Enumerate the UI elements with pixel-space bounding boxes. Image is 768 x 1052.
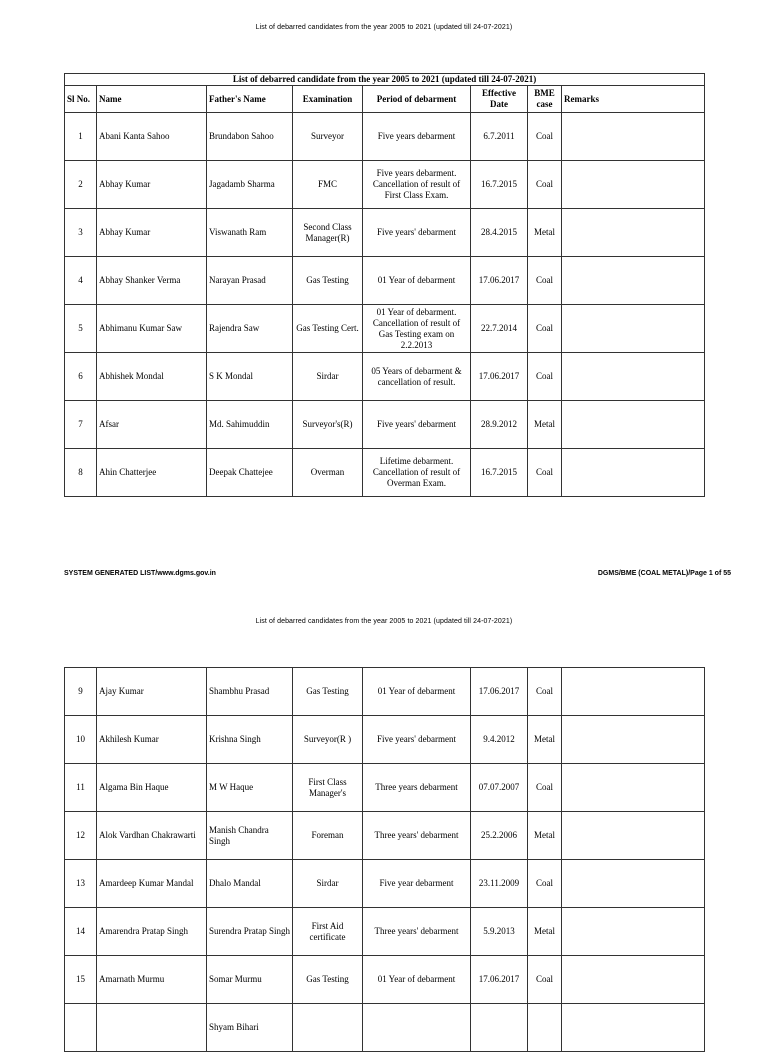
row-examination: Overman	[293, 449, 363, 497]
row-remarks	[562, 401, 705, 449]
row-remarks	[562, 113, 705, 161]
row-slno: 9	[65, 668, 97, 716]
table-row	[65, 956, 705, 1004]
row-examination: Sirdar	[293, 860, 363, 908]
row-name: Abhay Kumar	[97, 161, 207, 209]
row-slno: 7	[65, 401, 97, 449]
row-remarks	[562, 860, 705, 908]
col-header-bme-case: BME case	[528, 86, 562, 113]
row-examination: FMC	[293, 161, 363, 209]
col-header-effective-date: Effective Date	[471, 86, 528, 113]
table-row	[65, 716, 705, 764]
row-period: 01 Year of debarment	[363, 956, 471, 1004]
row-father-name: S K Mondal	[207, 353, 293, 401]
table-row	[65, 209, 705, 257]
row-bme-case: Metal	[528, 716, 562, 764]
row-father-name: Krishna Singh	[207, 716, 293, 764]
row-name: Abhimanu Kumar Saw	[97, 305, 207, 353]
row-father-name: Brundabon Sahoo	[207, 113, 293, 161]
row-slno: 2	[65, 161, 97, 209]
row-period: Five year debarment	[363, 860, 471, 908]
row-name: Abhay Kumar	[97, 209, 207, 257]
row-remarks	[562, 908, 705, 956]
row-father-name: Viswanath Ram	[207, 209, 293, 257]
row-examination	[293, 1004, 363, 1052]
row-name: Amarendra Pratap Singh	[97, 908, 207, 956]
row-slno: 3	[65, 209, 97, 257]
row-slno: 15	[65, 956, 97, 1004]
row-remarks	[562, 209, 705, 257]
table-row	[65, 908, 705, 956]
page1-rows	[65, 113, 705, 497]
row-father-name: Dhalo Mandal	[207, 860, 293, 908]
row-remarks	[562, 353, 705, 401]
row-slno: 14	[65, 908, 97, 956]
debarred-table-page2	[64, 667, 705, 1052]
row-examination: Gas Testing Cert.	[293, 305, 363, 353]
table-row	[65, 353, 705, 401]
row-slno	[65, 1004, 97, 1052]
row-effective-date: 17.06.2017	[471, 353, 528, 401]
row-effective-date: 5.9.2013	[471, 908, 528, 956]
row-examination: Surveyor's(R)	[293, 401, 363, 449]
table-row	[65, 449, 705, 497]
row-effective-date: 9.4.2012	[471, 716, 528, 764]
table-row	[65, 113, 705, 161]
row-bme-case: Metal	[528, 908, 562, 956]
row-slno: 13	[65, 860, 97, 908]
footer-source: SYSTEM GENERATED LIST/www.dgms.gov.in	[64, 570, 216, 577]
row-period: 05 Years of debarment & cancellation of result.	[363, 353, 471, 401]
row-period: Five years debarment	[363, 113, 471, 161]
row-slno: 12	[65, 812, 97, 860]
row-name	[97, 1004, 207, 1052]
row-period: Five years debarment. Cancellation of result of First Class Exam.	[363, 161, 471, 209]
row-examination: Sirdar	[293, 353, 363, 401]
row-father-name: M W Haque	[207, 764, 293, 812]
row-remarks	[562, 668, 705, 716]
col-header-remarks: Remarks	[562, 86, 705, 113]
row-bme-case: Coal	[528, 353, 562, 401]
row-effective-date: 22.7.2014	[471, 305, 528, 353]
row-period: Five years' debarment	[363, 716, 471, 764]
row-remarks	[562, 305, 705, 353]
row-father-name: Deepak Chattejee	[207, 449, 293, 497]
row-remarks	[562, 1004, 705, 1052]
row-effective-date	[471, 1004, 528, 1052]
row-examination: Gas Testing	[293, 257, 363, 305]
row-period	[363, 1004, 471, 1052]
row-slno: 11	[65, 764, 97, 812]
row-father-name: Narayan Prasad	[207, 257, 293, 305]
row-examination: First Aid certificate	[293, 908, 363, 956]
row-name: Abhishek Mondal	[97, 353, 207, 401]
row-bme-case: Coal	[528, 668, 562, 716]
row-bme-case: Coal	[528, 449, 562, 497]
row-bme-case: Metal	[528, 812, 562, 860]
row-name: Ajay Kumar	[97, 668, 207, 716]
page2-rows	[65, 668, 705, 1052]
row-name: Amardeep Kumar Mandal	[97, 860, 207, 908]
row-examination: Second Class Manager(R)	[293, 209, 363, 257]
row-bme-case: Coal	[528, 305, 562, 353]
row-father-name: Jagadamb Sharma	[207, 161, 293, 209]
row-father-name: Rajendra Saw	[207, 305, 293, 353]
row-name: Akhilesh Kumar	[97, 716, 207, 764]
row-period: 01 Year of debarment. Cancellation of result of Gas Testing exam on 2.2.2013	[363, 305, 471, 353]
row-father-name: Somar Murmu	[207, 956, 293, 1004]
row-period: Lifetime debarment. Cancellation of result of Overman Exam.	[363, 449, 471, 497]
row-effective-date: 28.9.2012	[471, 401, 528, 449]
row-remarks	[562, 764, 705, 812]
row-effective-date: 6.7.2011	[471, 113, 528, 161]
page1-header: List of debarred candidates from the year 2005 to 2021 (updated till 24-07-2021)	[255, 24, 513, 31]
row-bme-case: Coal	[528, 161, 562, 209]
row-name: Alok Vardhan Chakrawarti	[97, 812, 207, 860]
row-period: Three years' debarment	[363, 812, 471, 860]
row-bme-case	[528, 1004, 562, 1052]
row-period: Five years' debarment	[363, 401, 471, 449]
col-header-father-name: Father's Name	[207, 86, 293, 113]
row-period: Five years' debarment	[363, 209, 471, 257]
row-remarks	[562, 812, 705, 860]
row-father-name: Shyam Bihari	[207, 1004, 293, 1052]
row-slno: 8	[65, 449, 97, 497]
row-bme-case: Metal	[528, 209, 562, 257]
row-effective-date: 16.7.2015	[471, 161, 528, 209]
row-slno: 1	[65, 113, 97, 161]
row-effective-date: 23.11.2009	[471, 860, 528, 908]
row-slno: 4	[65, 257, 97, 305]
row-bme-case: Coal	[528, 956, 562, 1004]
row-bme-case: Metal	[528, 401, 562, 449]
row-effective-date: 17.06.2017	[471, 668, 528, 716]
row-name: Abhay Shanker Verma	[97, 257, 207, 305]
row-period: Three years' debarment	[363, 908, 471, 956]
debarred-table-page1	[64, 73, 705, 497]
row-effective-date: 16.7.2015	[471, 449, 528, 497]
row-effective-date: 17.06.2017	[471, 257, 528, 305]
row-examination: Foreman	[293, 812, 363, 860]
table-row	[65, 257, 705, 305]
row-father-name: Manish Chandra Singh	[207, 812, 293, 860]
row-period: 01 Year of debarment	[363, 257, 471, 305]
row-examination: Surveyor(R )	[293, 716, 363, 764]
row-slno: 5	[65, 305, 97, 353]
row-effective-date: 28.4.2015	[471, 209, 528, 257]
table-row	[65, 161, 705, 209]
table-row	[65, 668, 705, 716]
row-remarks	[562, 716, 705, 764]
row-name: Abani Kanta Sahoo	[97, 113, 207, 161]
row-examination: Gas Testing	[293, 668, 363, 716]
table-row	[65, 764, 705, 812]
table-row	[65, 860, 705, 908]
row-remarks	[562, 956, 705, 1004]
row-bme-case: Coal	[528, 860, 562, 908]
row-remarks	[562, 161, 705, 209]
footer-page-number: DGMS/BME (COAL METAL)/Page 1 of 55	[597, 570, 731, 577]
row-father-name: Surendra Pratap Singh	[207, 908, 293, 956]
table-row	[65, 812, 705, 860]
row-effective-date: 07.07.2007	[471, 764, 528, 812]
col-header-name: Name	[97, 86, 207, 113]
row-father-name: Md. Sahimuddin	[207, 401, 293, 449]
page2-header: List of debarred candidates from the year 2005 to 2021 (updated till 24-07-2021)	[255, 618, 513, 625]
row-period: Three years debarment	[363, 764, 471, 812]
row-slno: 10	[65, 716, 97, 764]
row-remarks	[562, 449, 705, 497]
row-name: Ahin Chatterjee	[97, 449, 207, 497]
row-examination: Surveyor	[293, 113, 363, 161]
row-bme-case: Coal	[528, 764, 562, 812]
row-name: Algama Bin Haque	[97, 764, 207, 812]
table-row	[65, 305, 705, 353]
row-effective-date: 25.2.2006	[471, 812, 528, 860]
row-name: Afsar	[97, 401, 207, 449]
table-row	[65, 1004, 705, 1052]
col-header-slno: Sl No.	[65, 86, 97, 113]
row-father-name: Shambhu Prasad	[207, 668, 293, 716]
row-remarks	[562, 257, 705, 305]
row-period: 01 Year of debarment	[363, 668, 471, 716]
row-examination: First Class Manager's	[293, 764, 363, 812]
row-name: Amarnath Murmu	[97, 956, 207, 1004]
row-bme-case: Coal	[528, 257, 562, 305]
row-examination: Gas Testing	[293, 956, 363, 1004]
table-title: List of debarred candidate from the year 2005 to 2021 (updated till 24-07-2021)	[65, 74, 705, 86]
row-bme-case: Coal	[528, 113, 562, 161]
table-row	[65, 401, 705, 449]
row-effective-date: 17.06.2017	[471, 956, 528, 1004]
col-header-period: Period of debarment	[363, 86, 471, 113]
row-slno: 6	[65, 353, 97, 401]
col-header-examination: Examination	[293, 86, 363, 113]
